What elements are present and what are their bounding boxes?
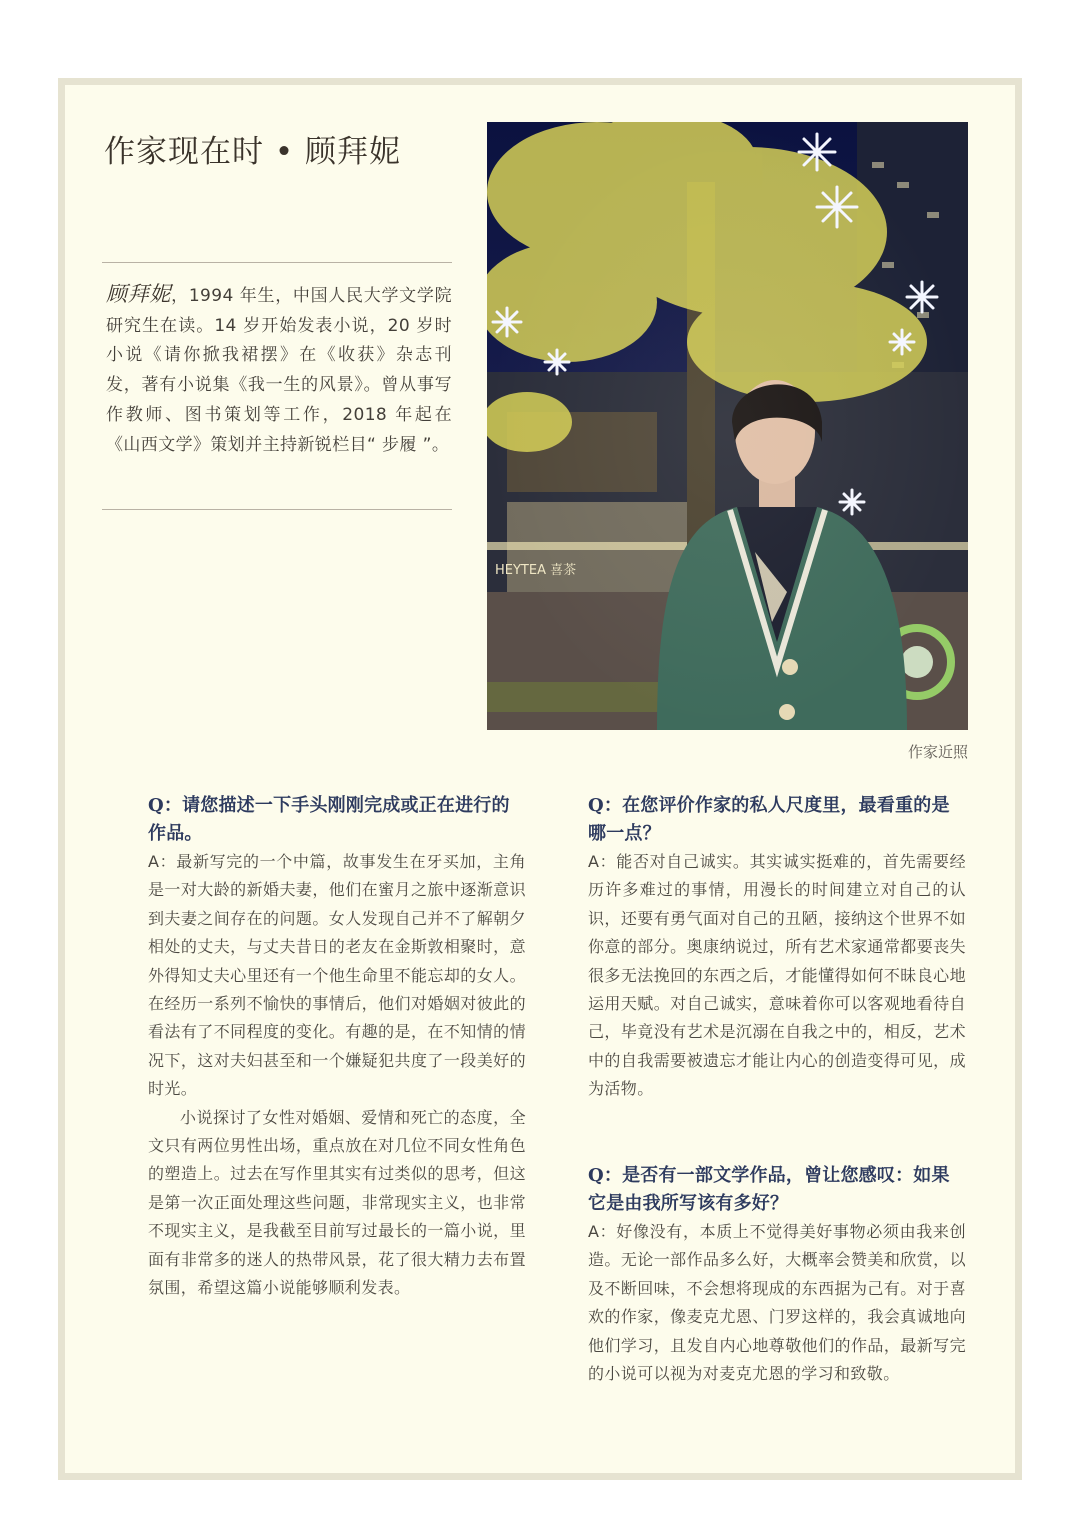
question-2: Q：在您评价作家的私人尺度里，最看重的是哪一点？ — [588, 795, 950, 844]
author-name: 顾拜妮 — [106, 282, 172, 306]
photo-caption: 作家近照 — [907, 743, 968, 761]
qa-block-3 — [588, 1162, 966, 1388]
qa-block-1 — [148, 792, 526, 1303]
author-bio — [106, 280, 452, 460]
question-1: Q：请您描述一下手头刚刚完成或正在进行的作品。 — [148, 795, 510, 844]
divider-top — [102, 262, 452, 263]
photo-shop-sign: HEYTEA 喜茶 — [495, 563, 577, 578]
question-3: Q：是否有一部文学作品，曾让您感叹：如果它是由我所写该有多好？ — [588, 1165, 950, 1214]
article-title: 作家现在时 • 顾拜妮 — [104, 134, 401, 170]
answer-1-paragraph-2: 小说探讨了女性对婚姻、爱情和死亡的态度，全文只有两位男性出场，重点放在对几位不同女性角色的塑造上。过去在写作里其实有过类似的思考，但这是第一次正面处理这些问题，非常现实主义，也非常不现实主义，是我截至目前写过最长的一篇小说，里面有非常多的迷人的热带风景，花了很大精力去布置氛围，希望这篇小说能够顺利发表。 — [148, 1107, 526, 1298]
divider-bottom — [102, 509, 452, 510]
answer-3-paragraph-1: A：好像没有，本质上不觉得美好事物必须由我来创造。无论一部作品多么好，大概率会赞美和欣赏，以及不断回味，不会想将现成的东西据为己有。对于喜欢的作家，像麦克尤恩、门罗这样的，我会真诚地向他们学习，且发自内心地尊敬他们的作品，最新写完的小说可以视为对麦克尤恩的学习和致敬。 — [588, 1222, 966, 1384]
answer-2-paragraph-1: A：能否对自己诚实。其实诚实挺难的，首先需要经历许多难过的事情，用漫长的时间建立对自己的认识，还要有勇气面对自己的丑陋，接纳这个世界不如你意的部分。奥康纳说过，所有艺术家通常都要丧失很多无法挽回的东西之后，才能懂得如何不昧良心地运用天赋。对自己诚实，意味着你可以客观地看待自己，毕竟没有艺术是沉溺在自我之中的，相反，艺术中的自我需要被遗忘才能让内心的创造变得可见，成为活物。 — [588, 852, 966, 1099]
qa-block-2 — [588, 792, 966, 1104]
author-bio-text: ，1994 年生，中国人民大学文学院研究生在读。14 岁开始发表小说，20 岁时小说《请你掀我裙摆》在《收获》杂志刊发，著有小说集《我一生的风景》。曾从事写作教师、图书策划等工作，2018 年起在《山西文学》策划并主持新锐栏目“ 步履 ”。 — [106, 286, 452, 455]
author-photo — [487, 122, 968, 730]
answer-1-paragraph-1: A：最新写完的一个中篇，故事发生在牙买加，主角是一对大龄的新婚夫妻，他们在蜜月之旅中逐渐意识到夫妻之间存在的问题。女人发现自己并不了解朝夕相处的丈夫，与丈夫昔日的老友在金斯敦相聚时，意外得知丈夫心里还有一个他生命里不能忘却的女人。在经历一系列不愉快的事情后，他们对婚姻对彼此的看法有了不同程度的变化。有趣的是，在不知情的情况下，这对夫妇甚至和一个嫌疑犯共度了一段美好的时光。 — [148, 852, 526, 1099]
